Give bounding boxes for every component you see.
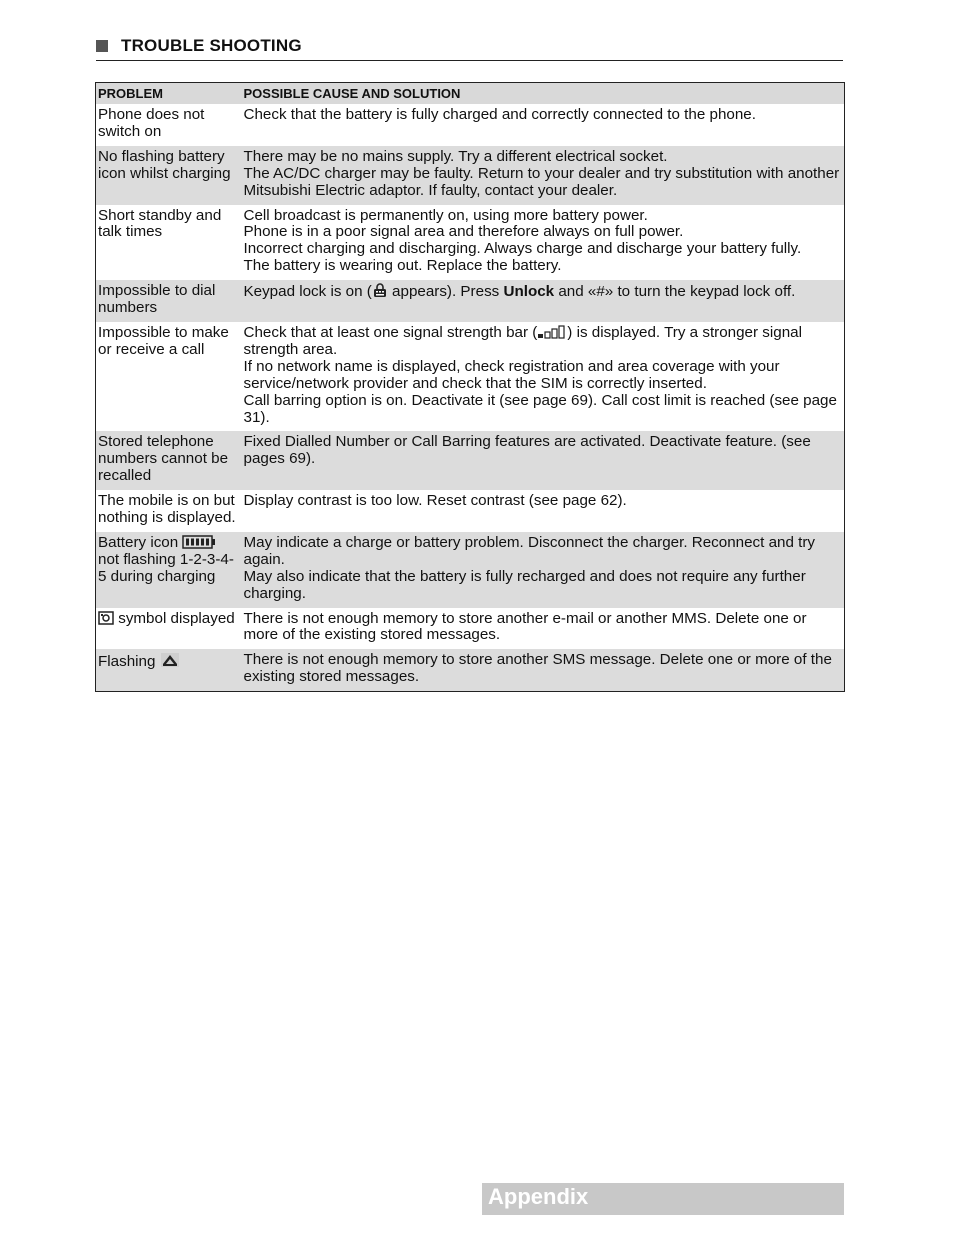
keypad-lock-icon xyxy=(372,283,388,298)
solution-cell xyxy=(242,649,845,691)
solution-line: Incorrect charging and discharging. Always charge and discharge your battery fully. xyxy=(243,240,802,258)
solution-line: Display contrast is too low. Reset contrast (see page 62). xyxy=(243,492,627,510)
problem-cell: The mobile is on but nothing is displayed. xyxy=(98,492,236,527)
solution-cell xyxy=(242,146,845,205)
table-row xyxy=(96,280,845,322)
solution-text: and «#» to turn the keypad lock off. xyxy=(554,283,796,301)
table-row xyxy=(96,322,845,431)
unlock-key-label: Unlock xyxy=(503,283,555,301)
solution-cell xyxy=(242,205,845,281)
problem-cell: Short standby and talk times xyxy=(98,206,222,241)
solution-cell xyxy=(242,431,845,490)
signal-strength-icon xyxy=(537,325,567,339)
solution-line: Call barring option is on. Deactivate it (see page 69). Call cost limit is reached (see page 31). xyxy=(243,391,837,426)
solution-line: The AC/DC charger may be faulty. Return to your dealer and try substitution with another Mitsubishi Electric adaptor. If faulty, contact your dealer. xyxy=(243,164,840,199)
solution-column-header: POSSIBLE CAUSE AND SOLUTION xyxy=(242,83,845,105)
problem-cell xyxy=(96,649,242,691)
footer-label: Appendix xyxy=(488,1184,589,1209)
problem-text: Flashing xyxy=(98,653,160,671)
section-header xyxy=(96,36,843,61)
solution-text: appears). Press xyxy=(387,283,504,301)
solution-line: There is not enough memory to store another e-mail or another MMS. Delete one or more of the existing stored messages. xyxy=(243,609,807,644)
solution-line: There may be no mains supply. Try a different electrical socket. xyxy=(243,147,668,165)
problem-cell: Impossible to dial numbers xyxy=(96,280,242,322)
solution-cell xyxy=(242,608,845,650)
solution-line: May indicate a charge or battery problem. Disconnect the charger. Reconnect and try again. xyxy=(243,533,816,568)
table-row xyxy=(96,532,845,608)
problem-cell: No flashing battery icon whilst charging xyxy=(96,146,242,205)
problem-text: Battery icon xyxy=(98,533,183,551)
solution-text: Check that at least one signal strength bar ( xyxy=(243,323,538,341)
solution-line xyxy=(244,325,843,359)
solution-line: The battery is wearing out. Replace the battery. xyxy=(243,257,562,275)
problem-cell xyxy=(96,608,242,650)
problem-cell xyxy=(96,532,242,608)
solution-cell xyxy=(242,490,845,532)
solution-cell xyxy=(242,532,845,608)
solution-text: ) is displayed. Try a stronger signal strength area. xyxy=(243,323,802,358)
section-bullet xyxy=(96,40,108,52)
table-row xyxy=(96,431,845,490)
problem-text: not flashing 1-2-3-4-5 during charging xyxy=(98,550,234,585)
battery-icon xyxy=(182,535,216,549)
section-title: TROUBLE SHOOTING xyxy=(121,36,302,55)
solution-line: If no network name is displayed, check registration and area coverage with your service/network provider and check that the SIM is correctly inserted. xyxy=(243,357,780,392)
solution-line: Fixed Dialled Number or Call Barring features are activated. Deactivate feature. (see pages 69). xyxy=(243,433,811,468)
table-row xyxy=(96,490,845,532)
problem-cell: Phone does not switch on xyxy=(98,106,205,140)
table-row xyxy=(96,649,845,691)
problem-text: symbol displayed xyxy=(114,609,235,627)
table-row xyxy=(96,205,845,281)
solution-line: There is not enough memory to store another SMS message. Delete one or more of the existing stored messages. xyxy=(243,651,832,686)
solution-line xyxy=(244,283,843,301)
solution-line: May also indicate that the battery is fully recharged and does not require any further charging. xyxy=(243,567,806,602)
table-row xyxy=(96,146,845,205)
troubleshooting-table xyxy=(95,82,845,692)
table-header-row xyxy=(96,83,845,105)
solution-line: Phone is in a poor signal area and therefore always on full power. xyxy=(243,223,684,241)
solution-cell xyxy=(242,280,845,322)
appendix-footer xyxy=(482,1183,844,1215)
problem-column-header: PROBLEM xyxy=(96,83,242,105)
solution-text: Keypad lock is on ( xyxy=(243,283,372,301)
solution-cell xyxy=(242,322,845,431)
table-row xyxy=(96,608,845,650)
solution-line: Cell broadcast is permanently on, using more battery power. xyxy=(243,206,648,224)
problem-cell: Stored telephone numbers cannot be recalled xyxy=(96,431,242,490)
problem-cell: Impossible to make or receive a call xyxy=(98,323,229,358)
solution-line: Check that the battery is fully charged and correctly connected to the phone. xyxy=(243,106,756,123)
mms-memory-full-icon xyxy=(98,611,114,625)
sms-memory-full-icon xyxy=(160,652,180,668)
table-row xyxy=(96,104,845,146)
solution-cell xyxy=(242,104,845,146)
